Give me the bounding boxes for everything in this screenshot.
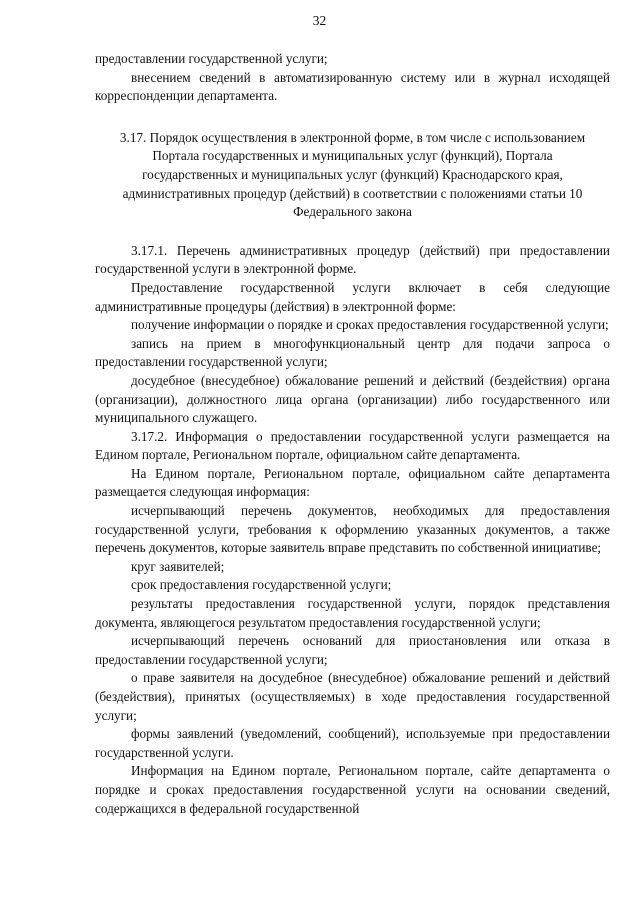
paragraph: исчерпывающий перечень оснований для приостановления или отказа в предоставлении государственной услуги; (95, 633, 610, 667)
paragraph: На Едином портале, Региональном портале, официальном сайте департамента размещается следующая информация: (95, 465, 610, 500)
paragraph: запись на прием в многофункциональный центр для подачи запроса о предоставлении государственной услуги; (95, 335, 610, 370)
paragraph-continued: предоставлении государственной услуги; (95, 51, 328, 66)
paragraph: о праве заявителя на досудебное (внесудебное) обжалование решений и действий (бездействия), принятых (осуществляемых) в ходе предоставления государственной услуги; (95, 670, 610, 723)
paragraph: досудебное (внесудебное) обжалование решений и действий (бездействия) органа (организации), должностного лица органа (организации) либо государственного или муниципального служащего. (95, 372, 610, 426)
page-body (95, 50, 610, 818)
paragraph: 3.17.2. Информация о предоставлении государственной услуги размещается на Едином портале, Региональном портале, официальном сайте департамента. (95, 428, 610, 463)
paragraph-truncated: Информация на Едином портале, Региональном портале, сайте департамента о порядке и сроках предоставления государственной услуги на основании сведений, содержащихся в федеральной государственной (95, 763, 610, 816)
paragraph: Предоставление государственной услуги включает в себя следующие административные процедуры (действия) в электронной форме: (95, 279, 610, 314)
paragraph: круг заявителей; (131, 558, 225, 574)
paragraph: 3.17.1. Перечень административных процедур (действий) при предоставлении государственной услуги в электронной форме. (95, 242, 610, 277)
paragraph: получение информации о порядке и сроках предоставления государственной услуги; (131, 317, 609, 333)
paragraph: внесением сведений в автоматизированную систему или в журнал исходящей корреспонденции департамента. (95, 69, 610, 104)
paragraph: срок предоставления государственной услуги; (131, 577, 392, 593)
paragraph: результаты предоставления государственной услуги, порядок представления документа, являющегося результатом предоставления государственной услуги; (95, 596, 610, 630)
section-heading: 3.17. Порядок осуществления в электронной форме, в том числе с использованием Портала государственных и муниципальных услуг (функций), Портала государственных и муниципальных услуг (функций) Краснодарского края, административных процедур (действий) в соответствии с положениями статьи 10 Федерального закона (119, 129, 586, 220)
paragraph: формы заявлений (уведомлений, сообщений), используемые при предоставлении государственной услуги. (95, 726, 610, 760)
paragraph: исчерпывающий перечень документов, необходимых для предоставления государственной услуги, требования к оформлению указанных документов, а также перечень документов, которые заявитель вправе представить по собственной инициативе; (95, 503, 610, 556)
page-number: 32 (312, 13, 327, 28)
